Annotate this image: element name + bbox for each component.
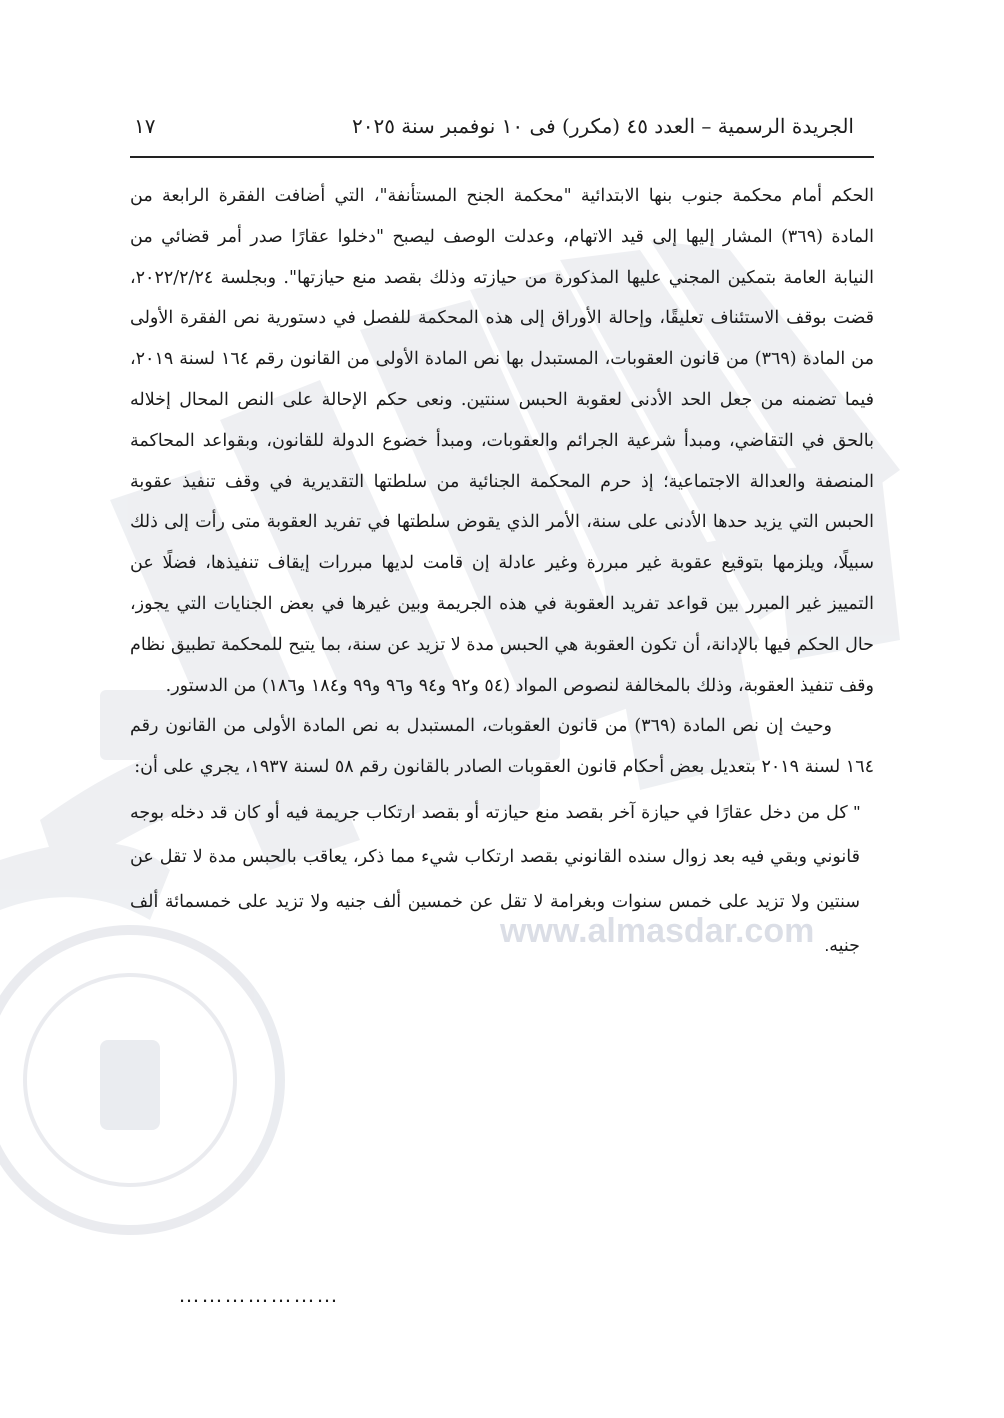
quoted-article: " كل من دخل عقارًا في حيازة آخر بقصد منع حيازته أو بقصد ارتكاب جريمة فيه أو كان قد دخله بوجه قانوني وبقي فيه بعد زوال سنده القانوني بقصد ارتكاب شيء مما ذكر، يعاقب بالحبس مدة لا تقل عن سنتين ولا تزيد على خمس سنوات وبغرامة لا تقل عن خمسين ألف جنيه ولا تزيد على خمسمائة ألف جنيه.	[130, 801, 860, 956]
paragraph-2: وحيث إن نص المادة (٣٦٩) من قانون العقوبات، المستبدل به نص المادة الأولى من القانون رقم ١٦٤ لسنة ٢٠١٩ بتعديل بعض أحكام قانون العقوبات الصادر بالقانون رقم ٥٨ لسنة ١٩٣٧، يجري على أن:	[130, 716, 874, 778]
watermark-site: www.almasdar.com	[500, 912, 815, 950]
ellipsis-continuation: …………………	[178, 1282, 339, 1307]
gazette-header-title: الجريدة الرسمية – العدد ٤٥ (مكرر) فى ١٠ نوفمبر سنة ٢٠٢٥	[351, 114, 854, 138]
paragraph-1: الحكم أمام محكمة جنوب بنها الابتدائية "محكمة الجنح المستأنفة"، التي أضافت الفقرة الرابعة من المادة (٣٦٩) المشار إليها إلى قيد الاتهام، وعدلت الوصف ليصبح "دخلوا عقارًا صدر أمر قضائي من النيابة العامة بتمكين المجني عليها المذكورة من حيازته وذلك بقصد منع حيازتها". وبجلسة ٢٠٢٢/٢/٢٤، قضت بوقف الاستئناف تعليقًا، وإحالة الأوراق إلى هذه المحكمة للفصل في دستورية نص الفقرة الأولى من المادة (٣٦٩) من قانون العقوبات، المستبدل بها نص المادة الأولى من القانون رقم ١٦٤ لسنة ٢٠١٩، فيما تضمنه من جعل الحد الأدنى لعقوبة الحبس سنتين. ونعى حكم الإحالة على النص المحال إخلاله بالحق في التقاضي، ومبدأ شرعية الجرائم والعقوبات، ومبدأ خضوع الدولة للقانون، وبقواعد المحاكمة المنصفة والعدالة الاجتماعية؛ إذ حرم المحكمة الجنائية من سلطتها التقديرية في وقف تنفيذ عقوبة الحبس التي يزيد حدها الأدنى على سنة، الأمر الذي يقوض سلطتها في تفريد العقوبة متى رأت إلى ذلك سبيلًا، ويلزمها بتوقيع عقوبة غير مبررة وغير عادلة إن قامت لديها مبررات إيقاف تنفيذها، فضلًا عن التمييز غير المبرر بين قواعد تفريد العقوبة في هذه الجريمة وبين غيرها في بعض الجنايات التي يجوز، حال الحكم فيها بالإدانة، أن تكون العقوبة هي الحبس مدة لا تزيد عن سنة، بما يتيح للمحكمة تطبيق نظام وقف تنفيذ العقوبة، وذلك بالمخالفة لنصوص المواد (٥٤ و٩٢ و٩٤ و٩٦ و٩٩ و١٨٤ و١٨٦) من الدستور.	[130, 186, 875, 696]
page-number: ١٧	[134, 114, 156, 138]
page-header	[130, 108, 874, 152]
header-divider	[130, 156, 874, 158]
document-body	[130, 176, 874, 788]
document-page	[130, 108, 874, 968]
